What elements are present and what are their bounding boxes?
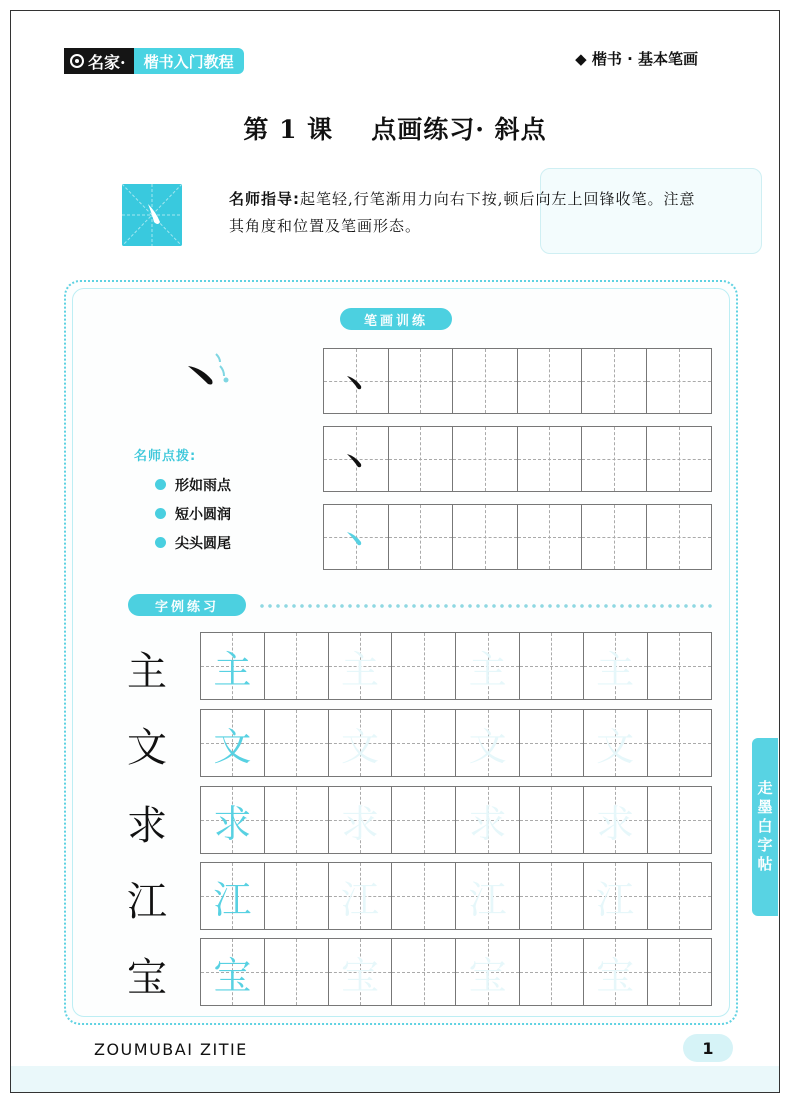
grid-cell[interactable] [582, 349, 647, 413]
grid-cell[interactable] [324, 505, 389, 569]
trace-cell[interactable]: 文 [201, 710, 265, 776]
trace-cell[interactable]: 求 [201, 787, 265, 853]
stroke-practice-row [323, 504, 712, 570]
footer-text: ZOUMUBAI ZITIE [94, 1040, 248, 1059]
grid-cell[interactable] [520, 863, 584, 929]
example-character: 求 [127, 803, 167, 849]
guide-stroke-icon [122, 184, 182, 246]
ghost-cell[interactable]: 江 [584, 863, 648, 929]
grid-cell[interactable] [648, 633, 712, 699]
grid-cell[interactable] [453, 349, 518, 413]
trace-cell[interactable]: 宝 [201, 939, 265, 1005]
guide-text [229, 186, 709, 240]
trace-cell[interactable]: 江 [201, 863, 265, 929]
grid-cell[interactable] [265, 939, 329, 1005]
guide-body: 起笔轻,行笔渐用力向右下按,顿后向左上回锋收笔。注意其角度和位置及笔画形态。 [229, 190, 696, 235]
ghost-cell[interactable]: 求 [456, 787, 520, 853]
grid-cell[interactable] [520, 633, 584, 699]
bullet-icon [155, 508, 166, 519]
tips-list [155, 470, 231, 557]
grid-cell[interactable] [453, 505, 518, 569]
guide-label: 名师指导: [229, 190, 300, 208]
grid-cell[interactable] [392, 633, 456, 699]
ghost-cell[interactable]: 文 [456, 710, 520, 776]
model-stroke-icon [180, 346, 240, 398]
grid-cell[interactable] [392, 710, 456, 776]
section-tag: ◆ 楷书 · 基本笔画 [575, 50, 698, 68]
ghost-cell[interactable]: 主 [456, 633, 520, 699]
example-character: 主 [127, 649, 167, 695]
ghost-cell[interactable]: 江 [456, 863, 520, 929]
tip-item: 尖头圆尾 [155, 528, 231, 557]
grid-cell[interactable] [389, 427, 454, 491]
ghost-cell[interactable]: 主 [584, 633, 648, 699]
grid-cell[interactable] [392, 939, 456, 1005]
ghost-cell[interactable]: 宝 [456, 939, 520, 1005]
character-practice-row [200, 938, 712, 1006]
grid-cell[interactable] [265, 863, 329, 929]
ghost-cell[interactable]: 文 [584, 710, 648, 776]
grid-cell[interactable] [453, 427, 518, 491]
example-character: 江 [127, 879, 167, 925]
ghost-cell[interactable]: 宝 [329, 939, 393, 1005]
character-practice-row [200, 709, 712, 777]
grid-cell[interactable] [392, 863, 456, 929]
grid-cell[interactable] [648, 787, 712, 853]
bottom-band [11, 1066, 779, 1092]
stroke-practice-row [323, 348, 712, 414]
character-practice-row [200, 862, 712, 930]
ghost-cell[interactable]: 文 [329, 710, 393, 776]
grid-cell[interactable] [392, 787, 456, 853]
page-number: 1 [683, 1034, 733, 1062]
brand-name: 名家· [88, 52, 126, 72]
ghost-cell[interactable]: 江 [329, 863, 393, 929]
ghost-cell[interactable]: 求 [584, 787, 648, 853]
grid-cell[interactable] [324, 427, 389, 491]
grid-cell[interactable] [324, 349, 389, 413]
trace-cell[interactable]: 主 [201, 633, 265, 699]
lesson-title [0, 110, 790, 146]
stroke-training-pill: 笔画训练 [340, 308, 452, 330]
grid-cell[interactable] [582, 427, 647, 491]
character-practice-row [200, 786, 712, 854]
tip-item: 形如雨点 [155, 470, 231, 499]
grid-cell[interactable] [265, 710, 329, 776]
ghost-cell[interactable]: 宝 [584, 939, 648, 1005]
grid-cell[interactable] [647, 505, 712, 569]
lesson-name: 点画练习· 斜点 [371, 115, 547, 144]
brand-series: 楷书入门教程 [134, 48, 244, 74]
grid-cell[interactable] [265, 787, 329, 853]
brand-mark-icon [70, 54, 84, 68]
grid-cell[interactable] [520, 710, 584, 776]
example-character: 文 [127, 725, 167, 771]
tips-title: 名师点拨: [134, 449, 197, 464]
grid-cell[interactable] [389, 349, 454, 413]
grid-cell[interactable] [648, 939, 712, 1005]
bullet-icon [155, 537, 166, 548]
stroke-practice-row [323, 426, 712, 492]
example-character: 宝 [127, 955, 167, 1001]
example-practice-pill: 字例练习 [128, 594, 246, 616]
ghost-cell[interactable]: 主 [329, 633, 393, 699]
bullet-icon [155, 479, 166, 490]
grid-cell[interactable] [647, 349, 712, 413]
grid-cell[interactable] [518, 349, 583, 413]
character-practice-row [200, 632, 712, 700]
lesson-number: 第 1 课 [243, 115, 334, 144]
grid-cell[interactable] [648, 863, 712, 929]
grid-cell[interactable] [582, 505, 647, 569]
grid-cell[interactable] [265, 633, 329, 699]
side-tab: 走墨白字帖 [752, 738, 778, 916]
grid-cell[interactable] [389, 505, 454, 569]
decorative-divider [258, 603, 712, 609]
grid-cell[interactable] [518, 505, 583, 569]
brand-dark-block [64, 48, 134, 74]
grid-cell[interactable] [520, 939, 584, 1005]
grid-cell[interactable] [518, 427, 583, 491]
grid-cell[interactable] [648, 710, 712, 776]
brand-logo [64, 48, 244, 74]
ghost-cell[interactable]: 求 [329, 787, 393, 853]
grid-cell[interactable] [520, 787, 584, 853]
tip-item: 短小圆润 [155, 499, 231, 528]
grid-cell[interactable] [647, 427, 712, 491]
